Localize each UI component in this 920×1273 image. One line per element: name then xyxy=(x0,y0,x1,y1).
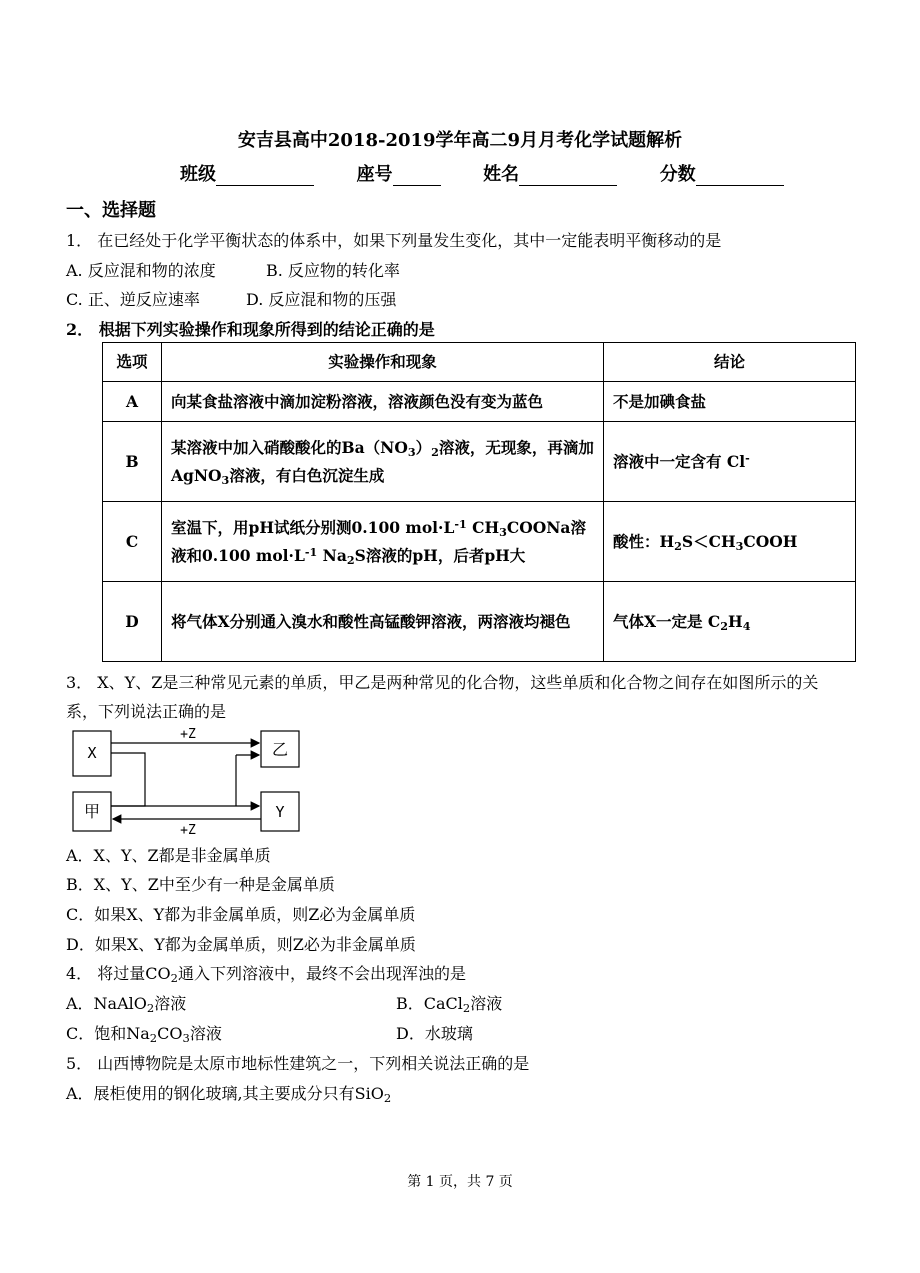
q1-option-b: B. 反应物的转化率 xyxy=(266,261,400,280)
section-title: 一、选择题 xyxy=(66,200,156,221)
page-title: 安吉县高中2018-2019学年高二9月月考化学试题解析 xyxy=(237,130,683,151)
page-footer: 第 1 页，共 7 页 xyxy=(407,1174,513,1190)
q4-option-d: D．水玻璃 xyxy=(396,1024,473,1043)
line-x-jia xyxy=(111,753,145,806)
label-top-plus-z: +Z xyxy=(180,727,196,742)
q1-text: 在已经处于化学平衡状态的体系中，如果下列量发生变化，其中一定能表明平衡移动的是 xyxy=(97,231,722,250)
q1-option-c: C. 正、逆反应速率 xyxy=(66,290,200,309)
box-y-label: Y xyxy=(275,803,285,821)
row-d-option: D xyxy=(103,582,162,662)
q4-option-b: B．CaCl$_2$溶液 xyxy=(396,994,503,1015)
seat-blank xyxy=(393,164,441,186)
row-d-conclusion: 气体X一定是 $C_2H_4$ xyxy=(604,582,856,662)
name-label: 姓名 xyxy=(483,164,520,185)
row-b-conclusion: 溶液中一定含有 Cl- xyxy=(604,422,856,502)
q4-number: 4． xyxy=(66,964,93,983)
q2-number: 2． xyxy=(66,320,94,339)
row-b-operation: 某溶液中加入硝酸酸化的$Ba(NO_3)_2$溶液，无现象，再滴加 AgNO$_3$溶液，有白色沉淀生成 xyxy=(162,422,604,502)
table-header-row xyxy=(103,343,856,382)
q3-stem-line1 xyxy=(66,670,818,693)
row-c-conclusion: 酸性：$H_2S<CH_3COOH$ xyxy=(604,502,856,582)
q4-stem: 4． 将过量$CO_2$通入下列溶液中，最终不会出现浑浊的是 xyxy=(66,964,466,985)
seat-label: 座号 xyxy=(356,164,393,185)
row-a-option: A xyxy=(103,382,162,422)
q3-number: 3． xyxy=(66,673,93,692)
class-label: 班级 xyxy=(180,164,216,185)
q1-stem xyxy=(66,228,721,251)
q5-number: 5． xyxy=(66,1054,93,1073)
q3-stem-line2: 系，下列说法正确的是 xyxy=(66,702,227,721)
q2-table xyxy=(102,342,856,662)
q1-option-a: A. 反应混和物的浓度 xyxy=(66,261,216,280)
q1-option-d: D. 反应混和物的压强 xyxy=(246,290,397,309)
q2-stem xyxy=(66,317,435,340)
row-a-conclusion: 不是加碘食盐 xyxy=(604,382,856,422)
row-c-option: C xyxy=(103,502,162,582)
label-bottom-plus-z: +Z xyxy=(180,823,196,838)
q2-text: 根据下列实验操作和现象所得到的结论正确的是 xyxy=(98,320,435,339)
box-x-label: X xyxy=(87,744,97,762)
q1-number: 1． xyxy=(66,231,93,250)
q3-option-c: C．如果X、Y都为非金属单质，则Z必为金属单质 xyxy=(66,905,416,924)
row-c-operation: 室温下，用pH试纸分别测0.100 $mol\cdot L^{-1}$ $CH_3COONa$溶液和0.100 $mol\cdot L^{-1}$ $Na_2S$溶液的pH，后者pH大 xyxy=(162,502,604,582)
row-a-operation: 向某食盐溶液中滴加淀粉溶液，溶液颜色没有变为蓝色 xyxy=(162,382,604,422)
score-label: 分数 xyxy=(659,164,696,185)
q3-option-d: D．如果X、Y都为金属单质，则Z必为非金属单质 xyxy=(66,935,416,954)
q4-option-c: C．饱和$Na_2CO_3$溶液 xyxy=(66,1024,222,1045)
table-row xyxy=(103,382,856,422)
q3-option-b: B．X、Y、Z中至少有一种是金属单质 xyxy=(66,875,335,894)
table-row xyxy=(103,582,856,662)
q4-option-a: A．NaAlO$_2$溶液 xyxy=(66,994,187,1015)
table-row xyxy=(103,422,856,502)
q3-text-1: X、Y、Z是三种常见元素的单质，甲乙是两种常见的化合物，这些单质和化合物之间存在如图所示的关 xyxy=(97,673,819,692)
q5-stem xyxy=(66,1051,529,1074)
score-blank xyxy=(696,164,784,186)
name-blank xyxy=(519,164,617,186)
class-blank xyxy=(216,164,314,186)
table-row xyxy=(103,502,856,582)
row-d-operation: 将气体X分别通入溴水和酸性高锰酸钾溶液，两溶液均褪色 xyxy=(162,582,604,662)
student-info-line xyxy=(180,160,784,186)
q3-option-a: A．X、Y、Z都是非金属单质 xyxy=(66,846,271,865)
q3-reaction-diagram xyxy=(60,722,320,840)
box-jia-label: 甲 xyxy=(83,802,101,821)
q5-option-a: A．展柜使用的钢化玻璃,其主要成分只有SiO$_2$ xyxy=(66,1084,392,1105)
header-option: 选项 xyxy=(103,343,162,382)
row-b-option: B xyxy=(103,422,162,502)
q5-text: 山西博物院是太原市地标性建筑之一，下列相关说法正确的是 xyxy=(97,1054,530,1073)
header-operation: 实验操作和现象 xyxy=(162,343,604,382)
box-yi-label: 乙 xyxy=(271,740,289,759)
header-conclusion: 结论 xyxy=(604,343,856,382)
